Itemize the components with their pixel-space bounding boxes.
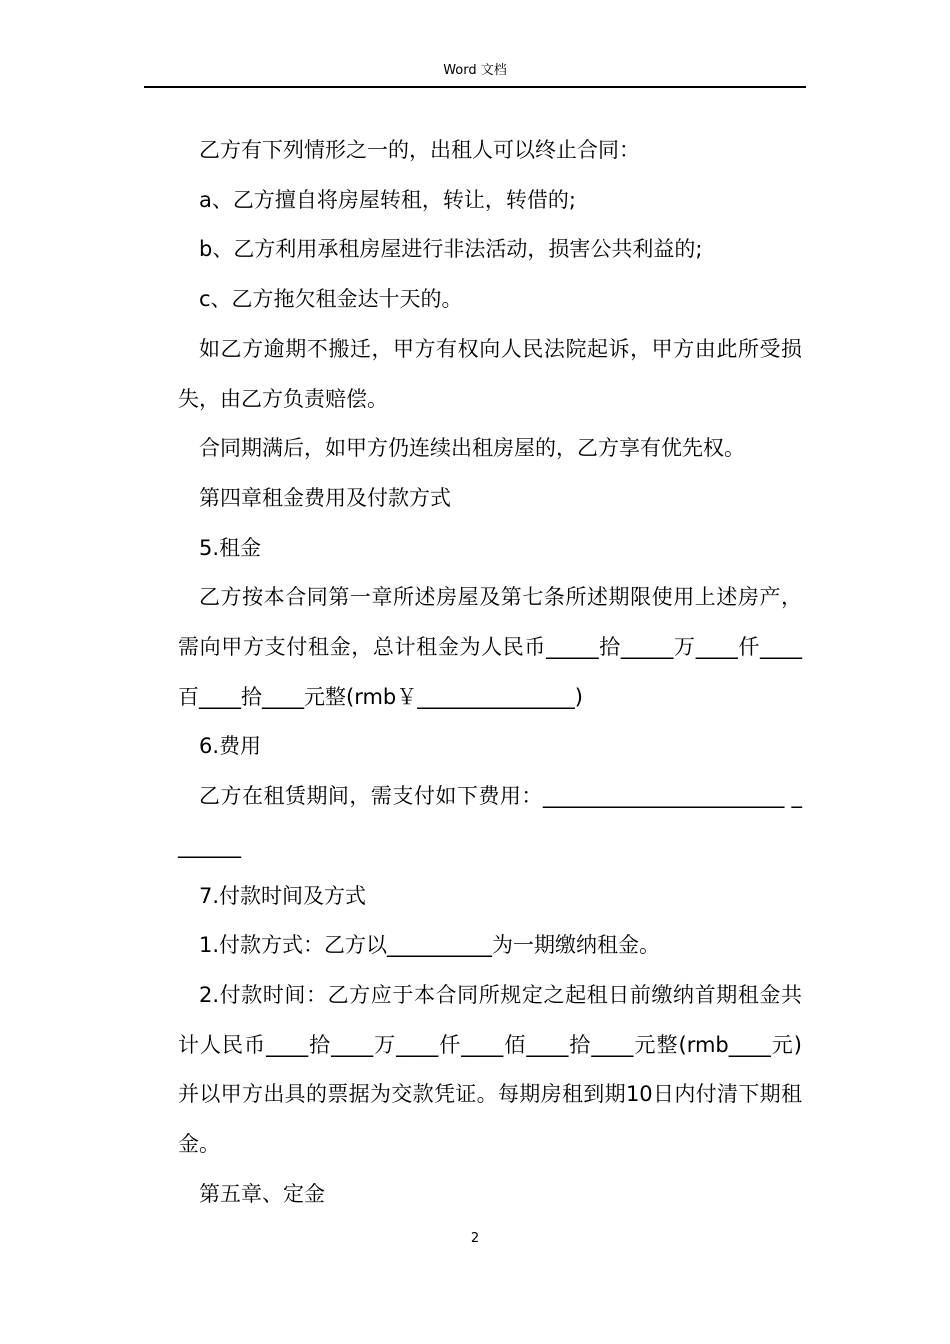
document-body <box>178 126 802 1219</box>
paragraph-payment-time: 2.付款时间：乙方应于本合同所规定之起租日前缴纳首期租金共计人民币____拾____万____仟____佰____拾____元整(rmb____元)并以甲方出具的票据为交款凭证。每期房租到期10日内付清下期租金。 <box>178 982 802 1157</box>
paragraph-priority-right: 合同期满后，如甲方仍连续出租房屋的，乙方享有优先权。 <box>199 436 745 461</box>
chapter-four-heading: 第四章租金费用及付款方式 <box>199 485 451 510</box>
paragraph-clause-c: c、乙方拖欠租金达十天的。 <box>199 287 463 312</box>
paragraph-fees: 乙方在租赁期间，需支付如下费用：_______________________ _______ <box>178 784 802 858</box>
paragraph-clause-a: a、乙方擅自将房屋转租，转让，转借的; <box>199 187 576 212</box>
paragraph-overdue-eviction: 如乙方逾期不搬迁，甲方有权向人民法院起诉，甲方由此所受损失，由乙方负责赔偿。 <box>178 336 802 411</box>
header-divider <box>144 86 806 88</box>
page-number: 2 <box>470 1231 480 1246</box>
section-rent-heading: 5.租金 <box>199 535 262 560</box>
page-header-title: Word 文档 <box>443 63 507 78</box>
chapter-five-heading: 第五章、定金 <box>199 1181 325 1206</box>
paragraph-payment-method: 1.付款方式：乙方以__________为一期缴纳租金。 <box>199 933 661 958</box>
paragraph-rent-amount: 乙方按本合同第一章所述房屋及第七条所述期限使用上述房产，需向甲方支付租金，总计租金为人民币_____拾_____万____仟____百____拾____元整(rmb￥_______________) <box>178 585 802 709</box>
paragraph-termination-intro: 乙方有下列情形之一的，出租人可以终止合同： <box>199 138 640 162</box>
paragraph-clause-b: b、乙方利用承租房屋进行非法活动，损害公共利益的; <box>199 237 703 262</box>
section-fees-heading: 6.费用 <box>199 734 262 759</box>
section-payment-heading: 7.付款时间及方式 <box>199 883 367 908</box>
